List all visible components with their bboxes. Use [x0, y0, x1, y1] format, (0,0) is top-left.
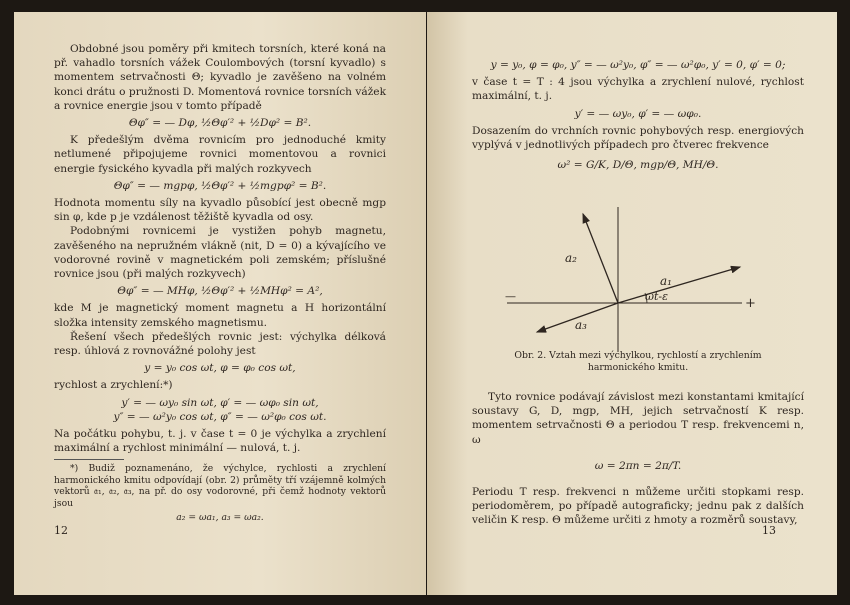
vector-diagram [497, 192, 767, 352]
vector-a1 [618, 267, 740, 303]
footnote-divider [54, 459, 124, 460]
paragraph: Obdobné jsou poměry při kmitech torsních, které koná na př. vahadlo torsních vážek Coulombových (torsní kyvadlo) s momentem setrvačnosti Θ; kyvadlo je zavěšeno na volném konci drátu o pružnosti D. Momentová rovnice torsních vážek a rovnice energie jsou v tomto případě [54, 43, 386, 112]
label-angle: ωt-ε [645, 290, 669, 303]
equation: y′ = — ωy₀, φ′ = — ωφ₀. [574, 107, 702, 120]
left-page-text [54, 42, 386, 527]
footnote-equation: a₂ = ωa₁, a₃ = ωa₂. [176, 512, 264, 524]
paragraph: Podobnými rovnicemi je vystižen pohyb magnetu, zavěšeného na nepružném vlákně (nit, D = 0) a kývajícího ve vodorovné rovině v magnetickém poli zemském; příslušné rovnice jsou (při malých rozkyvech) [54, 225, 386, 281]
paragraph: kde M je magnetický moment magnetu a H horizontální složka intensity zemského magnetismu. [54, 302, 386, 329]
paragraph: Na počátku pohybu, t. j. v čase t = 0 je výchylka a zrychlení maximální a rychlost minimální — nulová, t. j. [54, 428, 386, 455]
equation: y = y₀ cos ωt, φ = φ₀ cos ωt, [144, 362, 296, 375]
right-page-top-text [472, 58, 804, 175]
paragraph: Dosazením do vrchních rovnic pohybových resp. energiových vyplývá v jednotlivých případech pro čtverec frekvence [472, 124, 804, 152]
page-number: 13 [762, 524, 776, 537]
equation: Θφ″ = — mgpφ, ½Θφ′² + ½mgpφ² = B². [113, 179, 327, 192]
figure-caption: Obr. 2. Vztah mezi výchylkou, rychlostí a zrychlením harmonického kmitu. [514, 350, 762, 373]
right-page-bottom-text [472, 350, 804, 528]
vector-a2 [583, 214, 618, 303]
label-minus: — [505, 290, 516, 303]
equation: y′ = — ωy₀ sin ωt, φ′ = — ωφ₀ sin ωt, [121, 396, 319, 409]
equation: Θφ″ = — MHφ, ½Θφ′² + ½MHφ² = A², [117, 285, 323, 298]
label-a3: a₃ [575, 318, 587, 332]
label-plus: + [745, 296, 756, 311]
equation: ω = 2πn = 2π/T. [594, 459, 682, 472]
paragraph: K předešlým dvěma rovnicím pro jednoduché kmity netlumené připojujeme rovnici momentovou a rovnici energie fysického kyvadla při malých rozkyvech [54, 134, 386, 175]
paragraph: Hodnota momentu síly na kyvadlo působící jest obecně mgp sin φ, kde p je vzdálenost těžiště kyvadla od osy. [54, 197, 386, 224]
paragraph: rychlost a zrychlení:*) [54, 379, 173, 392]
paragraph: Tyto rovnice podávají závislost mezi konstantami kmitající soustavy G, D, mgp, MH, jejich setrvačností K resp. momentem setrvačnosti Θ a periodou T resp. frekvencemi n, ω [472, 391, 804, 446]
equation: y = y₀, φ = φ₀, y″ = — ω²y₀, φ″ = — ω²φ₀, y′ = 0, φ′ = 0; [490, 59, 786, 71]
equation: y″ = — ω²y₀ cos ωt, φ″ = — ω²φ₀ cos ωt. [113, 410, 327, 423]
label-a2: a₂ [565, 251, 577, 265]
label-a1: a₁ [660, 274, 672, 288]
equation: ω² = G/K, D/Θ, mgp/Θ, MH/Θ. [557, 159, 719, 172]
paragraph: Řešení všech předešlých rovnic jest: výchylka délková resp. úhlová z rovnovážné polohy jest [54, 330, 386, 358]
right-page [427, 12, 837, 595]
paragraph: v čase t = T : 4 jsou výchylka a zrychlení nulové, rychlost maximální, t. j. [472, 76, 804, 103]
page-number: 12 [54, 524, 68, 537]
left-page [14, 12, 426, 595]
footnote: *) Budiž poznamenáno, že výchylce, rychlosti a zrychlení harmonického kmitu odpovídají (obr. 2) průměty tří vzájemně kolmých vektorů 𝔞₁, 𝔞₂, 𝔞₃, na př. do osy vodorovné, při čemž hodnoty vektorů jsou [54, 463, 386, 509]
paragraph: Periodu T resp. frekvenci n můžeme určiti stopkami resp. periodoměrem, po případě autograficky; jednu pak z dalších veličin K resp. Θ můžeme určiti z hmoty a rozměrů soustavy, [472, 486, 804, 527]
equation: Θφ″ = — Dφ, ½Θφ′² + ½Dφ² = B². [128, 117, 312, 130]
